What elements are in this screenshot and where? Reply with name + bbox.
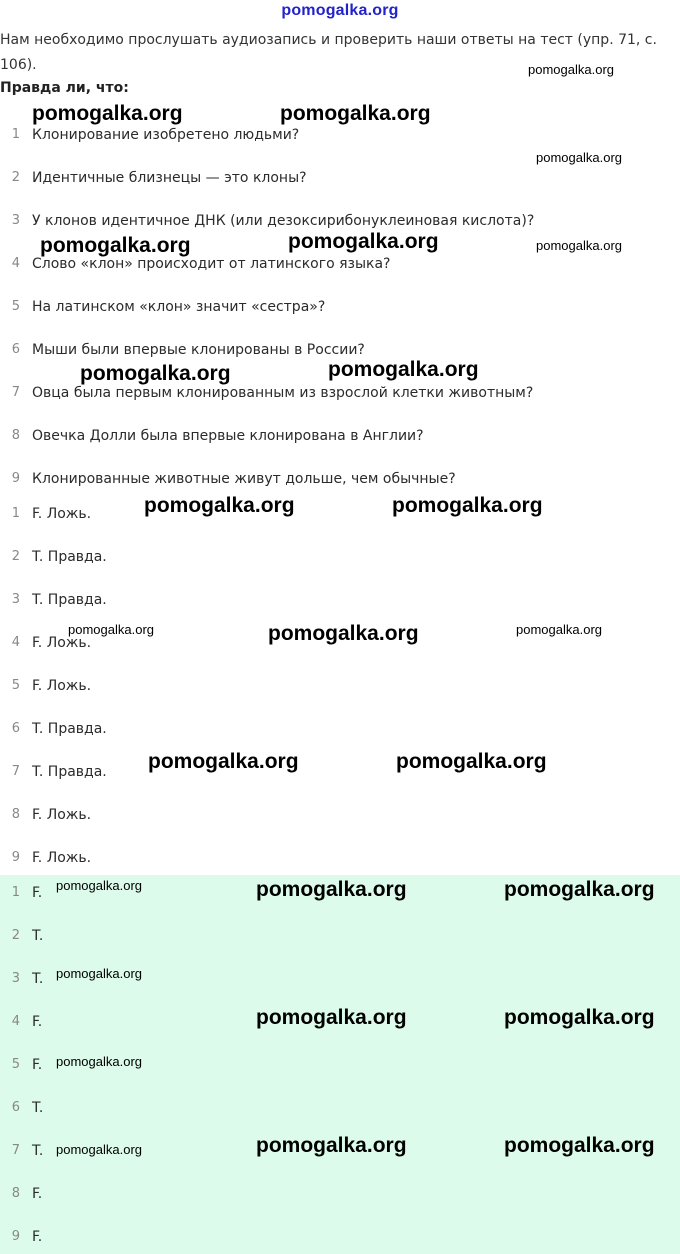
watermark: pomogalka.org bbox=[56, 878, 142, 893]
watermark: pomogalka.org bbox=[504, 1134, 655, 1157]
row-number: 7 bbox=[11, 385, 20, 400]
watermark: pomogalka.org bbox=[396, 750, 547, 773]
watermark: pomogalka.org bbox=[40, 234, 191, 257]
watermark: pomogalka.org bbox=[528, 62, 614, 77]
row-number: 7 bbox=[11, 764, 20, 779]
answer-text: F. Ложь. bbox=[32, 678, 92, 694]
question-text: У клонов идентичное ДНК (или дезоксирибонуклеиновая кислота)? bbox=[32, 213, 535, 229]
answer-text: T. Правда. bbox=[32, 721, 107, 737]
row-number: 1 bbox=[11, 885, 20, 900]
short-answer-row bbox=[0, 928, 680, 971]
answer-text: T. Правда. bbox=[32, 592, 107, 608]
row-number: 2 bbox=[11, 549, 20, 564]
row-number: 5 bbox=[11, 299, 20, 314]
row-number: 5 bbox=[11, 678, 20, 693]
short-answer-text: F. bbox=[32, 1014, 43, 1030]
short-answer-text: T. bbox=[32, 971, 44, 987]
answer-row bbox=[0, 678, 680, 721]
question-heading: Правда ли, что: bbox=[0, 80, 129, 96]
answer-text: T. Правда. bbox=[32, 549, 107, 565]
question-row bbox=[0, 385, 680, 428]
short-answer-text: T. bbox=[32, 1100, 44, 1116]
answer-row bbox=[0, 764, 680, 807]
watermark: pomogalka.org bbox=[256, 1006, 407, 1029]
row-number: 3 bbox=[11, 971, 20, 986]
answer-row bbox=[0, 549, 680, 592]
answer-row bbox=[0, 807, 680, 850]
question-row bbox=[0, 170, 680, 213]
watermark: pomogalka.org bbox=[144, 494, 295, 517]
row-number: 4 bbox=[11, 635, 20, 650]
row-number: 3 bbox=[11, 213, 20, 228]
watermark: pomogalka.org bbox=[56, 966, 142, 981]
answer-text: F. Ложь. bbox=[32, 635, 92, 651]
watermark: pomogalka.org bbox=[536, 238, 622, 253]
watermark: pomogalka.org bbox=[56, 1142, 142, 1157]
short-answer-row bbox=[0, 1229, 680, 1254]
question-row bbox=[0, 428, 680, 471]
watermark: pomogalka.org bbox=[68, 622, 154, 637]
site-link[interactable]: pomogalka.org bbox=[281, 2, 399, 19]
answer-row bbox=[0, 506, 680, 549]
watermark: pomogalka.org bbox=[328, 358, 479, 381]
watermark: pomogalka.org bbox=[148, 750, 299, 773]
watermark: pomogalka.org bbox=[268, 622, 419, 645]
row-number: 1 bbox=[11, 127, 20, 142]
watermark: pomogalka.org bbox=[80, 362, 231, 385]
row-number: 8 bbox=[11, 428, 20, 443]
question-row bbox=[0, 299, 680, 342]
row-number: 6 bbox=[11, 342, 20, 357]
answer-text: F. Ложь. bbox=[32, 506, 92, 522]
watermark: pomogalka.org bbox=[504, 878, 655, 901]
question-text: Клонированные животные живут дольше, чем обычные? bbox=[32, 471, 456, 487]
question-text: Овца была первым клонированным из взрослой клетки животным? bbox=[32, 385, 534, 401]
answer-row bbox=[0, 721, 680, 764]
watermark: pomogalka.org bbox=[280, 102, 431, 125]
row-number: 7 bbox=[11, 1143, 20, 1158]
question-text: Идентичные близнецы — это клоны? bbox=[32, 170, 307, 186]
row-number: 6 bbox=[11, 721, 20, 736]
row-number: 9 bbox=[11, 1229, 20, 1244]
row-number: 4 bbox=[11, 1014, 20, 1029]
watermark: pomogalka.org bbox=[288, 230, 439, 253]
question-text: Мыши были впервые клонированы в России? bbox=[32, 342, 365, 358]
question-text: На латинском «клон» значит «сестра»? bbox=[32, 299, 326, 315]
row-number: 2 bbox=[11, 170, 20, 185]
watermark: pomogalka.org bbox=[392, 494, 543, 517]
row-number: 9 bbox=[11, 850, 20, 865]
watermark: pomogalka.org bbox=[32, 102, 183, 125]
row-number: 9 bbox=[11, 471, 20, 486]
short-answer-row bbox=[0, 1186, 680, 1229]
question-text: Слово «клон» происходит от латинского языка? bbox=[32, 256, 391, 272]
watermark: pomogalka.org bbox=[256, 1134, 407, 1157]
intro-text: Нам необходимо прослушать аудиозапись и проверить наши ответы на тест (упр. 71, с. 106). bbox=[0, 32, 657, 73]
row-number: 1 bbox=[11, 506, 20, 521]
question-text: Овечка Долли была впервые клонирована в Англии? bbox=[32, 428, 424, 444]
short-answer-text: F. bbox=[32, 885, 43, 901]
row-number: 5 bbox=[11, 1057, 20, 1072]
question-text: Клонирование изобретено людьми? bbox=[32, 127, 300, 143]
answer-text: T. Правда. bbox=[32, 764, 107, 780]
watermark: pomogalka.org bbox=[56, 1054, 142, 1069]
row-number: 8 bbox=[11, 1186, 20, 1201]
row-number: 3 bbox=[11, 592, 20, 607]
row-number: 6 bbox=[11, 1100, 20, 1115]
row-number: 4 bbox=[11, 256, 20, 271]
watermark: pomogalka.org bbox=[536, 150, 622, 165]
watermark: pomogalka.org bbox=[504, 1006, 655, 1029]
watermark: pomogalka.org bbox=[516, 622, 602, 637]
short-answer-text: T. bbox=[32, 1143, 44, 1159]
watermark: pomogalka.org bbox=[256, 878, 407, 901]
answer-text: F. Ложь. bbox=[32, 807, 92, 823]
row-number: 8 bbox=[11, 807, 20, 822]
short-answer-text: F. bbox=[32, 1186, 43, 1202]
row-number: 2 bbox=[11, 928, 20, 943]
short-answer-text: F. bbox=[32, 1229, 43, 1245]
answer-text: F. Ложь. bbox=[32, 850, 92, 866]
short-answer-text: F. bbox=[32, 1057, 43, 1073]
short-answer-text: T. bbox=[32, 928, 44, 944]
question-row bbox=[0, 256, 680, 299]
